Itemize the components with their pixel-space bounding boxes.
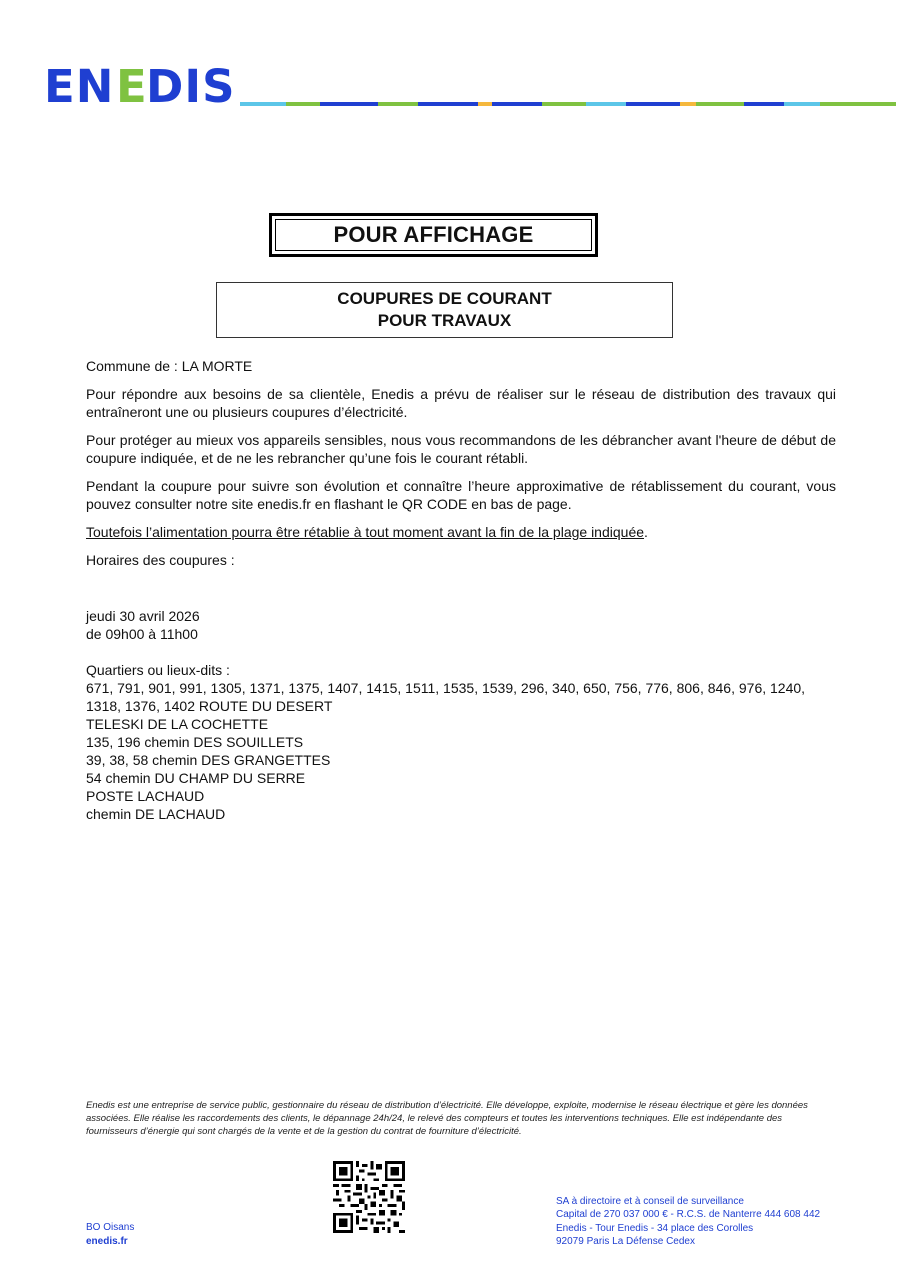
website-link[interactable]: enedis.fr: [86, 1236, 128, 1247]
page-title: POUR AFFICHAGE: [275, 219, 592, 251]
enedis-logo-icon: [44, 66, 234, 108]
paragraph-protect: Pour protéger au mieux vos appareils sensibles, nous vous recommandons de les débrancher avant l'heure de début de coupure indiquée, et de ne les rebrancher qu’une fois le courant rétabli.: [86, 432, 836, 466]
svg-text:DIS: DIS: [146, 66, 234, 108]
subtitle-line-1: COUPURES DE COURANT: [337, 289, 552, 308]
paragraph-intro: Pour répondre aux besoins de sa clientèle, Enedis a prévu de réaliser sur le réseau de distribution des travaux qui entraîneront une ou plusieurs coupures d’électricité.: [86, 386, 836, 420]
paragraph-restore: [86, 523, 836, 541]
location-item: 135, 196 chemin DES SOUILLETS: [86, 734, 304, 750]
svg-text:E: E: [116, 66, 147, 108]
restore-end: .: [644, 524, 648, 540]
qr-code-icon[interactable]: [333, 1161, 405, 1233]
legal-line: SA à directoire et à conseil de surveillance: [556, 1196, 744, 1207]
header-stripe: [240, 102, 896, 106]
disclaimer: Enedis est une entreprise de service public, gestionnaire du réseau de distribution d’électricité. Elle développe, exploite, modernise le réseau électrique et gère les données associées. Elle réalise les raccordements des clients, le dépannage 24h/24, le relevé des compteurs et toutes les interventions techniques. Elle est indépendante des fournisseurs d’énergie qui sont chargés de la vente et de la gestion du contrat de fourniture d’électricité.: [86, 1100, 808, 1137]
legal-line: Capital de 270 037 000 € - R.C.S. de Nanterre 444 608 442: [556, 1209, 821, 1221]
horaires-label: Horaires des coupures :: [86, 552, 235, 568]
outage-time: de 09h00 à 11h00: [86, 626, 198, 642]
subtitle-line-2: POUR TRAVAUX: [377, 311, 512, 330]
svg-text:EN: EN: [44, 66, 115, 108]
location-item: chemin DE LACHAUD: [86, 806, 226, 822]
restore-underlined: Toutefois l’alimentation pourra être rétablie à tout moment avant la fin de la plage indiquée: [86, 524, 645, 540]
location-item: 54 chemin DU CHAMP DU SERRE: [86, 770, 306, 786]
location-item: 671, 791, 901, 991, 1305, 1371, 1375, 1407, 1415, 1511, 1535, 1539, 296, 340, 650, 756, 776, 806, 846, 976, 1240, 1318, 1376, 1402 ROUTE DU DESERT: [86, 680, 806, 714]
location-item: POSTE LACHAUD: [86, 788, 205, 804]
legal-line: Enedis - Tour Enedis - 34 place des Corolles: [556, 1222, 754, 1234]
location-item: 39, 38, 58 chemin DES GRANGETTES: [86, 752, 331, 768]
outage-date: jeudi 30 avril 2026: [86, 608, 200, 624]
paragraph-followup: Pendant la coupure pour suivre son évolution et connaître l’heure approximative de rétablissement du courant, vous pouvez consulter notre site enedis.fr en flashant le QR CODE en bas de page.: [86, 478, 836, 512]
commune: Commune de : LA MORTE: [86, 358, 253, 374]
office-name: BO Oisans: [86, 1222, 135, 1233]
notice-body: [86, 357, 836, 823]
enedis-logo: [44, 66, 234, 113]
subtitle-box: [216, 282, 673, 338]
footer-legal: [556, 1195, 820, 1249]
legal-line: 92079 Paris La Défense Cedex: [556, 1236, 695, 1248]
title-box: [269, 213, 598, 257]
location-item: TELESKI DE LA COCHETTE: [86, 716, 269, 732]
footer-left: [86, 1221, 134, 1249]
quartiers-label: Quartiers ou lieux-dits :: [86, 662, 230, 678]
